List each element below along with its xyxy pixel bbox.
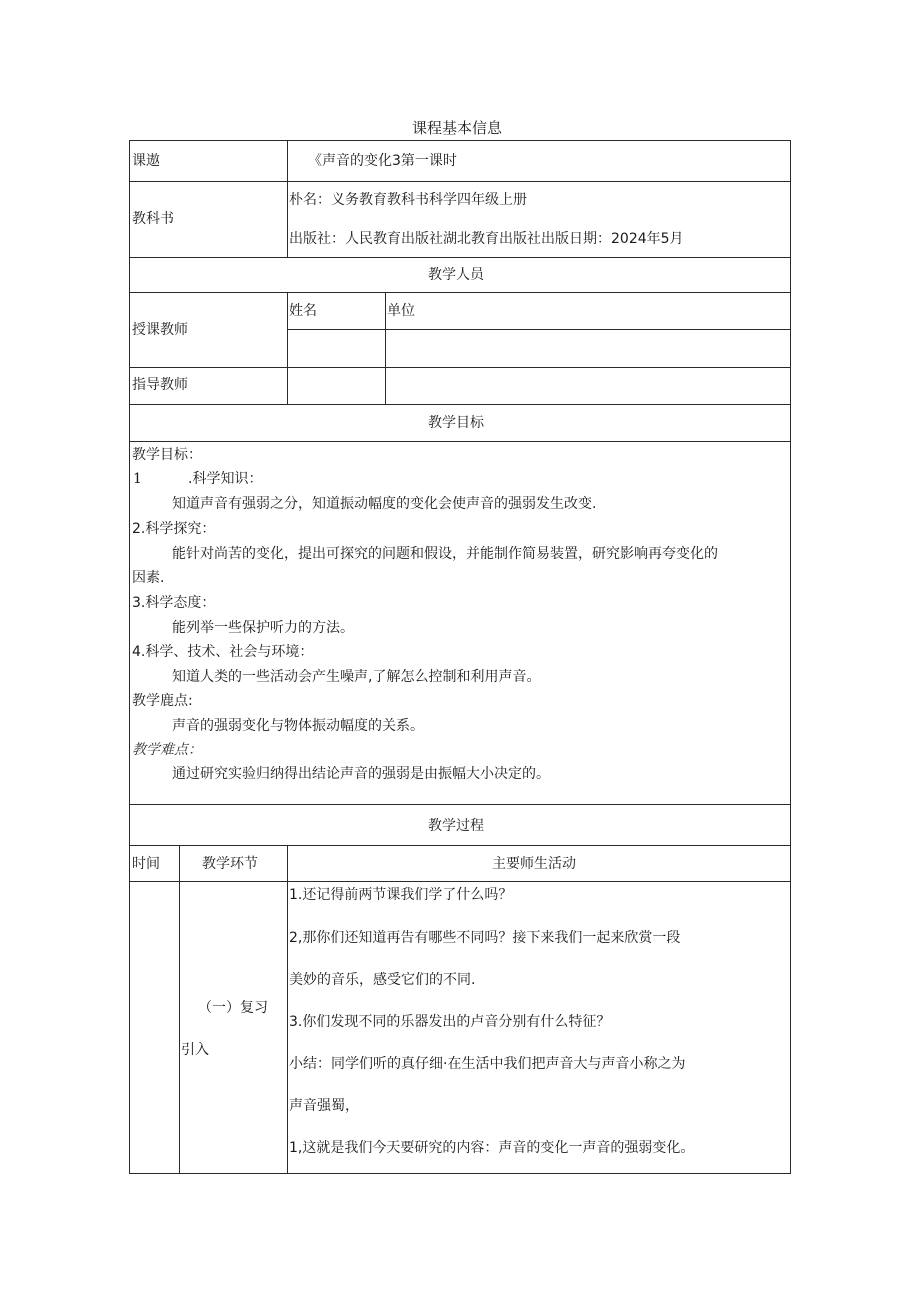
activity-line: 美妙的音乐，感受它们的不同. [289,972,476,988]
guide-unit-cell[interactable] [386,368,790,404]
goal-1-number: 1 [133,471,142,487]
goal-2-title: 2.科学探究： [132,521,216,537]
activity-line: 3.你们发现不同的乐器发出的卢音分别有什么特征？ [289,1014,611,1030]
stage-label-b: 引入 [181,1042,209,1058]
col-unit-header: 单位 [387,303,415,319]
staff-header: 教学人员 [428,267,484,283]
teacher-name-cell[interactable] [288,330,385,367]
col-activity-header: 主要师生活动 [492,856,576,872]
topic-value: 《声音的变化3第一课时 [308,153,457,169]
guide-name-cell[interactable] [288,368,385,404]
goal-3-text: 能列举一些保护听力的方法。 [172,620,354,636]
document-title: 课程基本信息 [412,119,503,137]
goal-2-text-a: 能针对尚苦的变化，提出可探究的问题和假设，并能制作简易装置，研究影响再夸变化的 [172,546,718,562]
teacher-label: 授课教师 [132,322,188,338]
teacher-unit-cell[interactable] [386,330,790,367]
col-name-header: 姓名 [289,303,317,319]
goal-3-title: 3.科学态度： [132,595,216,611]
guide-label: 指导教师 [132,377,188,393]
textbook-publisher: 出版社：人民教育出版社湖北教育出版社出版日期：2024年5月 [289,231,684,247]
key-point-text: 声音的强弱变化与物体振动幅度的关系。 [172,718,424,734]
key-point-title: 教学鹿点: [132,693,193,709]
difficulty-title: 教学难点： [132,742,202,758]
goal-1-text: 知道声音有强弱之分，知道振动幅度的变化会使声音的强弱发生改变. [172,496,597,512]
goals-header: 教学目标 [428,415,484,431]
goal-2-text-b: 因素. [132,570,165,586]
goal-4-title: 4.科学、技术、社会与环境： [132,644,314,660]
textbook-label: 教科书 [132,211,174,227]
activity-line: 2,那你们还知道再告有哪些不同吗？接下来我们一起来欣赏一段 [289,930,681,946]
process-header: 教学过程 [428,818,484,834]
topic-label: 课遨 [132,153,160,169]
col-time-header: 时间 [132,856,160,872]
stage-label-a: （一）复习 [198,1000,268,1016]
activity-line: 1,这就是我们今天要研究的内容：声音的变化一声音的强弱变化。 [289,1140,695,1156]
col-stage-header: 教学环节 [202,856,258,872]
activity-line: 1.还记得前两节课我们学了什么吗？ [289,887,513,903]
activity-line: 小结：同学们听的真仔细·在生活中我们把声音大与声音小称之为 [289,1056,686,1072]
goal-4-text: 知道人类的一些活动会产生噪声,了解怎么控制和利用声音。 [172,669,541,685]
activity-line: 声音强蜀， [289,1098,359,1114]
difficulty-text: 通过研究实验归纳得出结论声音的强弱是由振幅大小决定的。 [172,766,550,782]
textbook-book: 朴名：义务教育教科书科学四年级上册 [289,192,527,208]
goals-intro: 教学目标： [132,447,202,463]
goal-1-title: .科学知识： [188,471,263,487]
